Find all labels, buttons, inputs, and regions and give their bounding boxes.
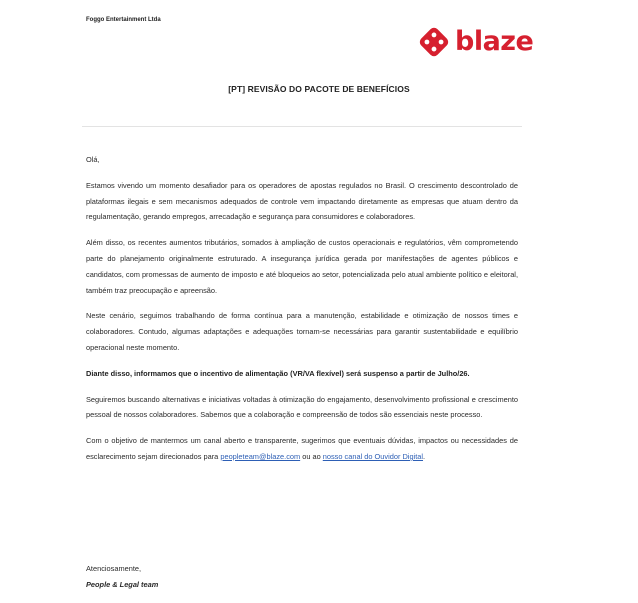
document-title: [PT] REVISÃO DO PACOTE DE BENEFÍCIOS xyxy=(228,84,410,94)
contact-text-before: Com o objetivo de mantermos um canal aberto e transparente, sugerimos que eventuais dúvidas, impactos ou necessidades de esclarecimento sejam direcionados para xyxy=(86,436,518,461)
signature: People & Legal team xyxy=(86,580,159,589)
logo-wordmark: blaze xyxy=(455,25,534,57)
email-link[interactable]: peopleteam@blaze.com xyxy=(220,451,301,461)
paragraph-scenario: Neste cenário, seguimos trabalhando de forma contínua para a manutenção, estabilidade e otimização de nossos times e colaboradores. Contudo, algumas adaptações e adequações tornam-se necessárias para garantir sustentabilidade e equilíbrio operacional neste momento. xyxy=(86,311,518,352)
company-name: Foggo Entertainment Ltda xyxy=(86,17,161,23)
dice-icon xyxy=(418,23,450,59)
letter-body xyxy=(86,152,518,475)
divider xyxy=(82,126,522,127)
contact-text-middle: ou ao xyxy=(300,451,323,461)
paragraph-future: Seguiremos buscando alternativas e iniciativas voltadas à otimização do engajamento, desenvolvimento profissional e crescimento pessoal de nossos colaboradores. Sabemos que a colaboração e compreensão de todos são essenciais neste processo. xyxy=(86,394,518,420)
paragraph-taxes: Além disso, os recentes aumentos tributários, somados à ampliação de custos operacionais e regulatórios, vêm comprometendo parte do planejamento originalmente estruturado. A insegurança jurídica gerada por manifestações de agentes públicos e candidatos, com promessas de aumento de imposto e até bloqueios ao setor, potencializada pelo atual ambiente político e eleitoral, também traz preocupação e apreensão. xyxy=(86,238,518,295)
greeting: Olá, xyxy=(86,155,100,164)
closing: Atenciosamente, xyxy=(86,564,142,573)
paragraph-contact xyxy=(86,433,518,465)
announcement: Diante disso, informamos que o incentivo de alimentação (VR/VA flexível) será suspenso a partir de Julho/26. xyxy=(86,368,470,378)
sign-off xyxy=(86,561,158,593)
paragraph-context: Estamos vivendo um momento desafiador para os operadores de apostas regulados no Brasil. O crescimento descontrolado de plataformas ilegais e sem mecanismos adequados de controle vem impactando diretamente as empresas que atuam dentro da regulamentação, gerando empregos, arrecadação e segurança para consumidores e colaboradores. xyxy=(86,180,518,222)
ombudsman-link[interactable]: nosso canal do Ouvidor Digital xyxy=(322,451,424,461)
blaze-logo xyxy=(418,22,533,60)
contact-text-after: . xyxy=(423,451,426,461)
